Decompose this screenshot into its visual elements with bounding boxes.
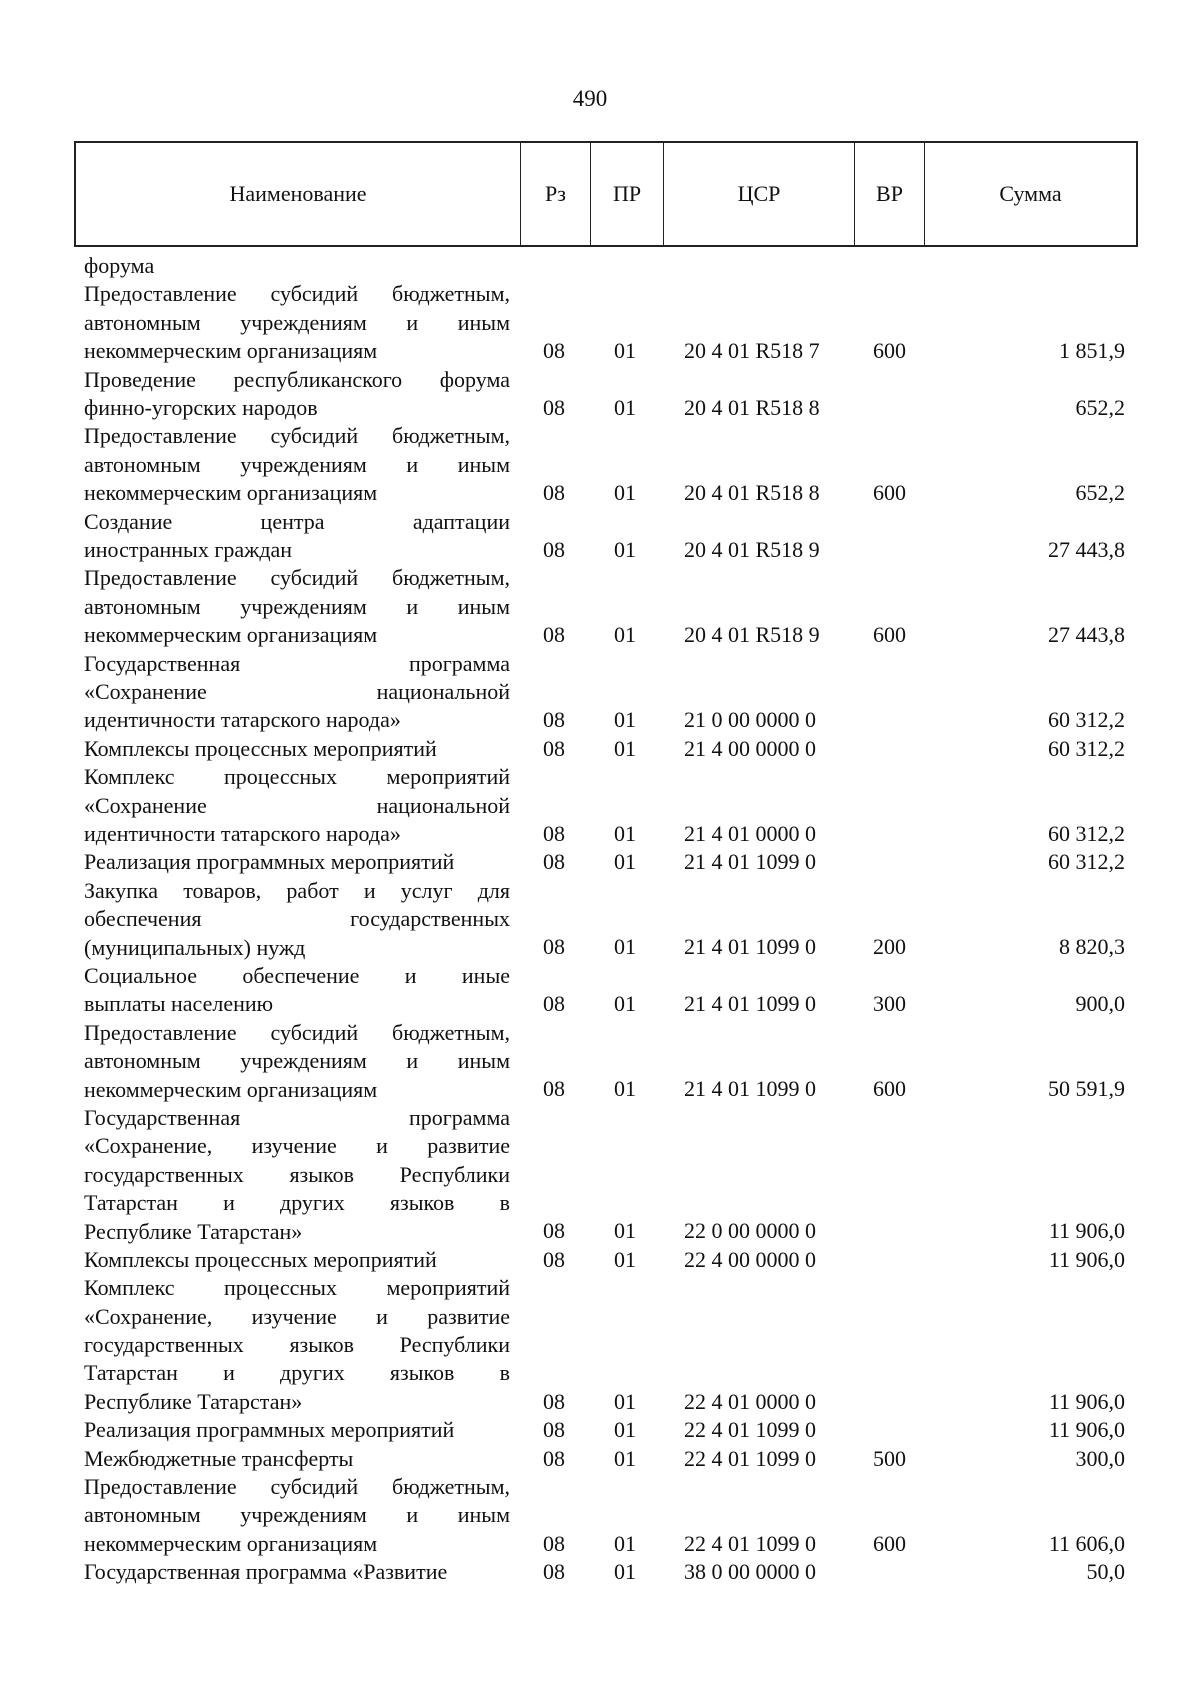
row-rz: 08 (543, 707, 565, 733)
row-name-line: «Сохранение национальной (84, 792, 510, 818)
row-sum: 900,0 (1075, 991, 1125, 1017)
row-rz: 08 (543, 536, 565, 562)
row-name-line: Предоставление субсидий бюджетным, (84, 565, 510, 591)
row-rz: 08 (543, 338, 565, 364)
row-pr: 01 (614, 1246, 636, 1272)
row-pr: 01 (614, 1445, 636, 1471)
row-name-line: Татарстан и других языков в (84, 1190, 510, 1216)
row-name-line: государственных языков Республики (84, 1161, 510, 1187)
row-name-line: финно-угорских народов (84, 394, 318, 420)
header-pr: ПР (591, 143, 664, 245)
table-row (0, 763, 1200, 848)
table-row (0, 564, 1200, 649)
row-sum: 60 312,2 (1048, 735, 1125, 761)
row-csr: 20 4 01 R518 7 (684, 338, 820, 364)
row-name-line: Комплекс процессных мероприятий (84, 1275, 510, 1301)
row-csr: 20 4 01 R518 9 (684, 622, 820, 648)
row-pr: 01 (614, 1559, 636, 1585)
row-csr: 22 4 01 1099 0 (684, 1445, 816, 1471)
row-name-line: (муниципальных) нужд (84, 934, 306, 960)
row-name (84, 564, 510, 649)
row-rz: 08 (543, 735, 565, 761)
row-name (84, 1558, 510, 1586)
row-pr: 01 (614, 707, 636, 733)
table-row (0, 1473, 1200, 1558)
table-row (0, 280, 1200, 365)
row-name (84, 763, 510, 848)
row-name (84, 252, 510, 280)
row-name-line: Реализация программных мероприятий (84, 849, 455, 875)
row-sum: 50 591,9 (1048, 1076, 1125, 1102)
row-name (84, 422, 510, 507)
row-name-line: Комплекс процессных мероприятий (84, 764, 510, 790)
row-csr: 21 0 00 0000 0 (684, 707, 816, 733)
row-name-line: Государственная программа (84, 1104, 510, 1130)
row-name-line: Предоставление субсидий бюджетным, (84, 1474, 510, 1500)
row-name-line: Межбюджетные трансферты (84, 1445, 354, 1471)
row-name-line: Предоставление субсидий бюджетным, (84, 281, 510, 307)
table-row (0, 1104, 1200, 1246)
page-number: 490 (572, 86, 608, 111)
row-csr: 21 4 01 1099 0 (684, 849, 816, 875)
row-pr: 01 (614, 536, 636, 562)
row-sum: 27 443,8 (1048, 622, 1125, 648)
row-sum: 11 906,0 (1048, 1417, 1125, 1443)
row-csr: 21 4 01 1099 0 (684, 934, 816, 960)
row-sum: 27 443,8 (1048, 536, 1125, 562)
row-csr: 20 4 01 R518 8 (684, 394, 820, 420)
row-vr: 600 (873, 1076, 906, 1102)
row-name (84, 650, 510, 735)
row-rz: 08 (543, 1076, 565, 1102)
row-rz: 08 (543, 1246, 565, 1272)
row-rz: 08 (543, 820, 565, 846)
row-name-line: Реализация программных мероприятий (84, 1417, 455, 1443)
row-name (84, 735, 510, 763)
row-csr: 21 4 01 1099 0 (684, 1076, 816, 1102)
row-name-line: государственных языков Республики (84, 1332, 510, 1358)
row-name-line: Закупка товаров, работ и услуг для (84, 877, 510, 903)
row-sum: 652,2 (1075, 394, 1125, 420)
row-rz: 08 (543, 1417, 565, 1443)
row-name (84, 1473, 510, 1558)
row-name-line: автономным учреждениям и иным (84, 1048, 510, 1074)
row-name (84, 366, 510, 423)
row-name (84, 1246, 510, 1274)
row-rz: 08 (543, 991, 565, 1017)
table-row (0, 962, 1200, 1019)
row-pr: 01 (614, 991, 636, 1017)
table-row (0, 1416, 1200, 1444)
row-csr: 22 4 01 0000 0 (684, 1388, 816, 1414)
row-name-line: некоммерческим организациям (84, 1530, 378, 1556)
row-sum: 60 312,2 (1048, 849, 1125, 875)
row-name-line: некоммерческим организациям (84, 480, 378, 506)
row-pr: 01 (614, 1530, 636, 1556)
row-name-line: некоммерческим организациям (84, 338, 378, 364)
row-name (84, 877, 510, 962)
row-rz: 08 (543, 934, 565, 960)
row-name-line: Республике Татарстан» (84, 1218, 303, 1244)
row-rz: 08 (543, 622, 565, 648)
row-sum: 300,0 (1075, 1445, 1125, 1471)
row-rz: 08 (543, 1530, 565, 1556)
row-name (84, 280, 510, 365)
table-row (0, 252, 1200, 280)
row-name-line: Социальное обеспечение и иные (84, 962, 510, 988)
table-header (74, 141, 1138, 247)
row-vr: 500 (873, 1445, 906, 1471)
table-row (0, 650, 1200, 735)
row-name-line: Предоставление субсидий бюджетным, (84, 423, 510, 449)
row-sum: 50,0 (1086, 1559, 1125, 1585)
row-sum: 8 820,3 (1059, 934, 1125, 960)
row-name-line: автономным учреждениям и иным (84, 593, 510, 619)
row-csr: 21 4 01 0000 0 (684, 820, 816, 846)
header-name: Наименование (76, 143, 521, 245)
table-row (0, 508, 1200, 565)
row-pr: 01 (614, 1076, 636, 1102)
row-sum: 11 906,0 (1048, 1388, 1125, 1414)
row-name (84, 1104, 510, 1246)
row-name (84, 962, 510, 1019)
row-sum: 11 606,0 (1048, 1530, 1125, 1556)
row-vr: 200 (873, 934, 906, 960)
row-pr: 01 (614, 480, 636, 506)
row-name-line: Предоставление субсидий бюджетным, (84, 1019, 510, 1045)
row-csr: 21 4 00 0000 0 (684, 735, 816, 761)
row-sum: 652,2 (1075, 480, 1125, 506)
row-vr: 600 (873, 1530, 906, 1556)
row-name-line: Комплексы процессных мероприятий (84, 735, 437, 761)
table-row (0, 735, 1200, 763)
row-pr: 01 (614, 1417, 636, 1443)
row-pr: 01 (614, 735, 636, 761)
row-name-line: автономным учреждениям и иным (84, 309, 510, 335)
row-csr: 20 4 01 R518 9 (684, 536, 820, 562)
row-name-line: обеспечения государственных (84, 906, 510, 932)
row-csr: 22 4 01 1099 0 (684, 1530, 816, 1556)
row-name-line: «Сохранение национальной (84, 678, 510, 704)
row-name (84, 508, 510, 565)
row-rz: 08 (543, 1445, 565, 1471)
row-pr: 01 (614, 1218, 636, 1244)
row-name-line: некоммерческим организациям (84, 622, 378, 648)
row-name-line: Республике Татарстан» (84, 1388, 303, 1414)
row-name-line: «Сохранение, изучение и развитие (84, 1303, 510, 1329)
row-name-line: Проведение республиканского форума (84, 366, 510, 392)
row-sum: 60 312,2 (1048, 820, 1125, 846)
row-csr: 20 4 01 R518 8 (684, 480, 820, 506)
row-pr: 01 (614, 622, 636, 648)
table-row (0, 366, 1200, 423)
row-csr: 22 4 00 0000 0 (684, 1246, 816, 1272)
row-pr: 01 (614, 394, 636, 420)
table-row (0, 877, 1200, 962)
row-rz: 08 (543, 849, 565, 875)
table-row (0, 1274, 1200, 1416)
row-rz: 08 (543, 1388, 565, 1414)
row-name (84, 1274, 510, 1416)
row-pr: 01 (614, 1388, 636, 1414)
row-name (84, 1019, 510, 1104)
row-csr: 38 0 00 0000 0 (684, 1559, 816, 1585)
row-name-line: «Сохранение, изучение и развитие (84, 1133, 510, 1159)
row-vr: 300 (873, 991, 906, 1017)
row-name-line: Государственная программа «Развитие (84, 1559, 448, 1585)
row-name-line: Государственная программа (84, 650, 510, 676)
row-vr: 600 (873, 480, 906, 506)
row-csr: 22 0 00 0000 0 (684, 1218, 816, 1244)
row-name-line: идентичности татарского народа» (84, 707, 401, 733)
header-rz: Рз (521, 143, 591, 245)
row-name-line: автономным учреждениям и иным (84, 1502, 510, 1528)
row-sum: 11 906,0 (1048, 1246, 1125, 1272)
row-pr: 01 (614, 849, 636, 875)
row-rz: 08 (543, 394, 565, 420)
row-sum: 11 906,0 (1048, 1218, 1125, 1244)
row-name-line: Татарстан и других языков в (84, 1360, 510, 1386)
table-row (0, 1445, 1200, 1473)
header-vr: ВР (855, 143, 925, 245)
row-name (84, 848, 510, 876)
row-name-line: идентичности татарского народа» (84, 820, 401, 846)
table-row (0, 848, 1200, 876)
table-row (0, 1246, 1200, 1274)
row-rz: 08 (543, 480, 565, 506)
row-rz: 08 (543, 1559, 565, 1585)
table-row (0, 1019, 1200, 1104)
row-name (84, 1445, 510, 1473)
table-row (0, 422, 1200, 507)
header-sum: Сумма (999, 181, 1062, 206)
row-pr: 01 (614, 934, 636, 960)
row-sum: 60 312,2 (1048, 707, 1125, 733)
table-row (0, 1558, 1200, 1586)
row-name-line: Комплексы процессных мероприятий (84, 1246, 437, 1272)
header-csr: ЦСР (664, 143, 855, 245)
row-vr: 600 (873, 622, 906, 648)
row-name-line: иностранных граждан (84, 536, 293, 562)
row-name (84, 1416, 510, 1444)
row-name-line: автономным учреждениям и иным (84, 451, 510, 477)
row-vr: 600 (873, 338, 906, 364)
row-name-line: форума (84, 253, 155, 278)
row-csr: 21 4 01 1099 0 (684, 991, 816, 1017)
row-pr: 01 (614, 820, 636, 846)
row-rz: 08 (543, 1218, 565, 1244)
table-body (0, 252, 1200, 1587)
row-name-line: Создание центра адаптации (84, 508, 510, 534)
row-pr: 01 (614, 338, 636, 364)
row-name-line: некоммерческим организациям (84, 1076, 378, 1102)
row-name-line: выплаты населению (84, 991, 274, 1017)
row-csr: 22 4 01 1099 0 (684, 1417, 816, 1443)
row-sum: 1 851,9 (1059, 338, 1125, 364)
